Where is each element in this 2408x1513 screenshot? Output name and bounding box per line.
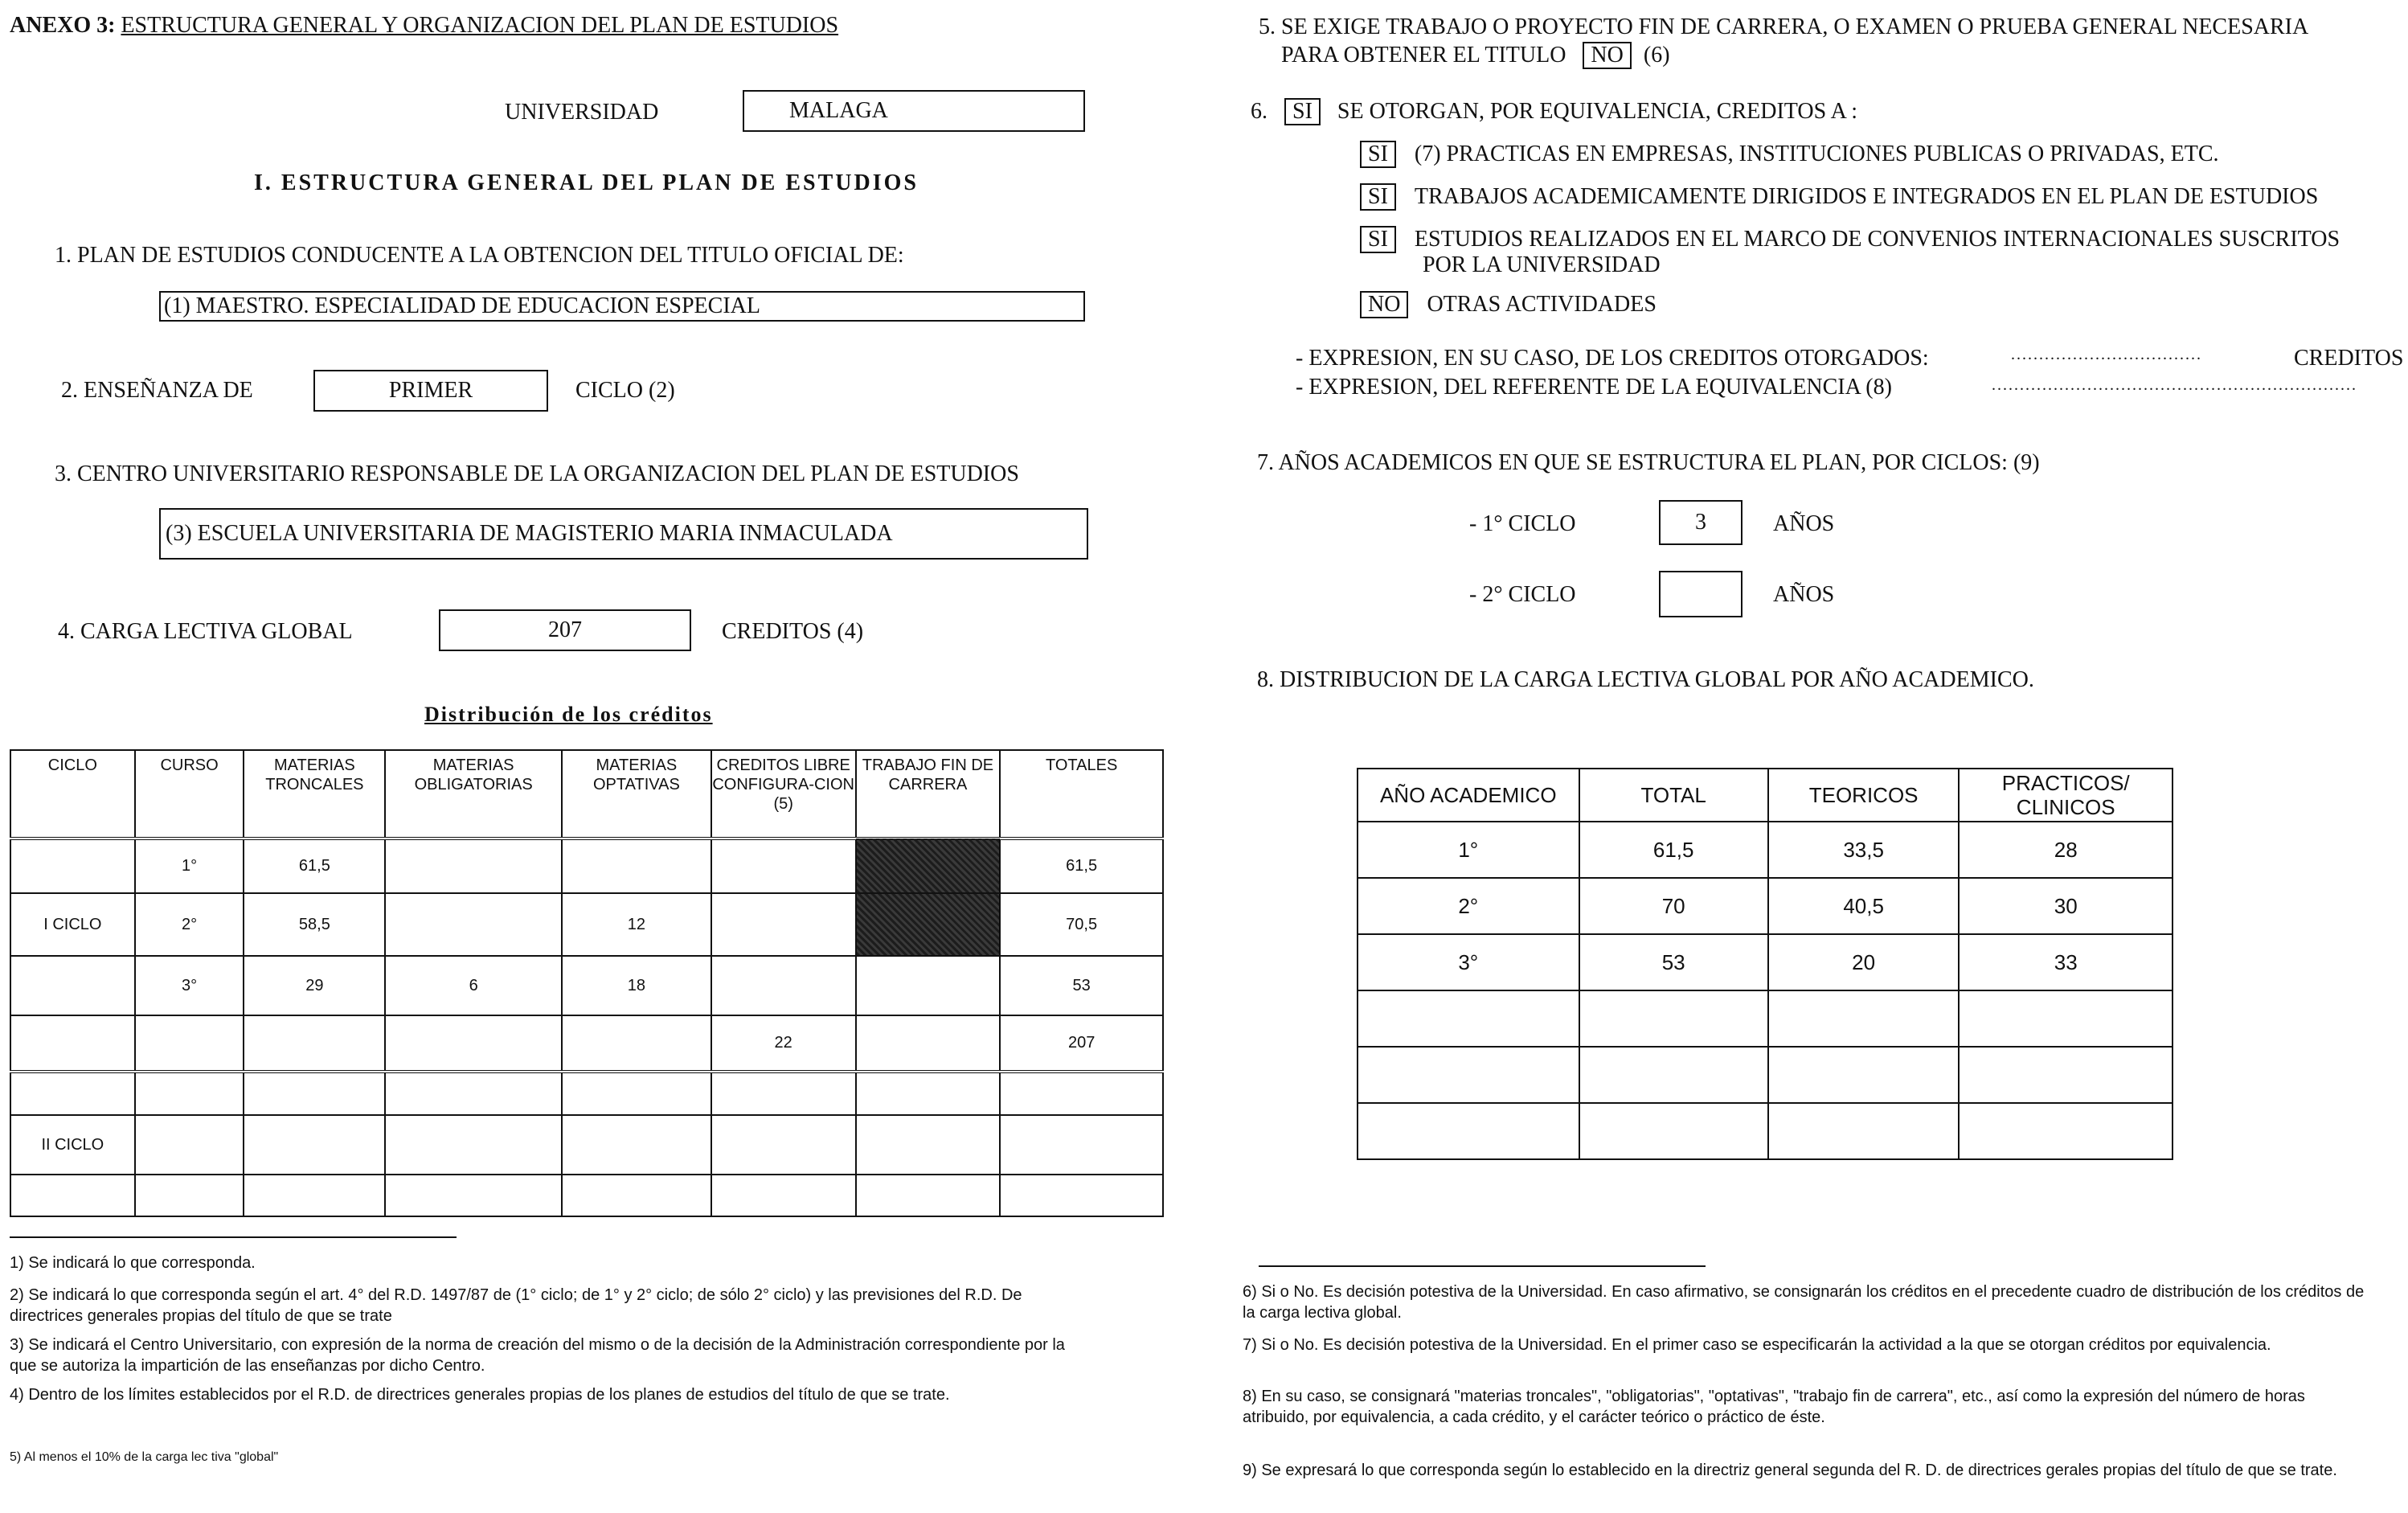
item4-suffix: CREDITOS (4) [722,619,864,644]
item7-c1-unit: AÑOS [1773,511,1835,536]
years-header-total: TOTAL [1579,769,1768,822]
table-cell: 70 [1579,878,1768,934]
anexo-label: ANEXO 3 [10,13,109,38]
footnote-7: 7) Si o No. Es decisión potestiva de la Universidad. En el primer caso se especificarán la actividad a la que se otorgan créditos por equivalencia. [1243,1336,2271,1354]
item5-line2 [1281,42,1670,69]
ciclo-1-label: I CICLO [10,893,135,956]
table-row [10,1015,1163,1072]
item7-label: 7. AÑOS ACADEMICOS EN QUE SE ESTRUCTURA EL PLAN, POR CICLOS: (9) [1257,450,2040,475]
footnote-divider-right [1259,1265,1706,1267]
universidad-value: MALAGA [789,98,888,123]
item7-c2-field [1659,571,1743,617]
table-cell: 22 [711,1015,856,1072]
item6-label: SE OTORGAN, POR EQUIVALENCIA, CREDITOS A : [1337,99,1858,124]
table-cell: 61,5 [1579,822,1768,878]
table-cell: 20 [1768,934,1960,990]
table-cell [385,839,562,893]
item7-c2-label: - 2° CICLO [1469,582,1576,607]
item1-field [159,291,1085,322]
item1-value: (1) MAESTRO. ESPECIALIDAD DE EDUCACION ESPECIAL [164,293,760,318]
table-cell [1959,1047,2173,1103]
table-cell: 53 [1000,956,1163,1015]
item6-answer: SI [1284,98,1321,125]
footnote-6: 6) Si o No. Es decisión potestiva de la Universidad. En caso afirmativo, se consignarán los créditos en el precedente cuadro de distribución de los créditos de la carga lectiva global. [1243,1283,2365,1322]
item6-option-4 [1360,291,1657,318]
table-cell [1579,1047,1768,1103]
table-cell [1579,1103,1768,1159]
table-row [1358,878,2173,934]
item5-line2-text: PARA OBTENER EL TITULO [1281,43,1566,68]
item4-field [439,609,691,651]
ciclo-2-label: II CICLO [10,1115,135,1175]
table-cell [1358,1103,1579,1159]
table-cell [1959,990,2173,1047]
dist-header-trabajo-fin: TRABAJO FIN DE CARRERA [856,750,1001,839]
table-cell [711,893,856,956]
table-cell: 28 [1959,822,2173,878]
footnote-4: 4) Dentro de los límites establecidos por el R.D. de directrices generales propias de los planes de estudios del título de que se trate. [10,1386,950,1404]
item6-expr2: - EXPRESION, DEL REFERENTE DE LA EQUIVALENCIA (8) [1296,375,1892,400]
table-cell [244,1015,385,1072]
footnote-3: 3) Se indicará el Centro Universitario, con expresión de la norma de creación del mismo o de la decisión de la Administración correspondiente por la que se autoriza la impartición de las enseñanzas por dicho Centro. [10,1336,1065,1375]
table-row [10,839,1163,893]
years-header-teoricos: TEORICOS [1768,769,1960,822]
item6-expr1: - EXPRESION, EN SU CASO, DE LOS CREDITOS OTORGADOS: [1296,346,1929,371]
table-cell: 207 [1000,1015,1163,1072]
table-cell: 2° [135,893,244,956]
item5-line1: 5. SE EXIGE TRABAJO O PROYECTO FIN DE CARRERA, O EXAMEN O PRUEBA GENERAL NECESARIA [1259,14,2309,39]
item6-expr1-dots: .................................. [2011,346,2202,363]
item5-answer: NO [1583,42,1631,69]
option-1-text: (7) PRACTICAS EN EMPRESAS, INSTITUCIONES PUBLICAS O PRIVADAS, ETC. [1414,141,2219,166]
table-cell: 53 [1579,934,1768,990]
footnote-2: 2) Se indicará lo que corresponda según el art. 4° del R.D. 1497/87 de (1° ciclo; de 1° y 2° ciclo; de sólo 2° ciclo) y las previsiones del R.D. De directrices generales propias del título de que se trate [10,1286,1022,1325]
years-header-practicos: PRACTICOS/ CLINICOS [1959,769,2173,822]
table-cell: 58,5 [244,893,385,956]
item8-label: 8. DISTRIBUCION DE LA CARGA LECTIVA GLOBAL POR AÑO ACADEMICO. [1257,667,2034,692]
item7-c1-field [1659,500,1743,545]
item4-value: 207 [548,617,582,642]
dist-header-libre-configuracion: CREDITOS LIBRE CONFIGURA-CION (5) [711,750,856,839]
table-cell: 30 [1959,878,2173,934]
item1-label: 1. PLAN DE ESTUDIOS CONDUCENTE A LA OBTENCION DEL TITULO OFICIAL DE: [55,243,904,268]
table-cell [385,893,562,956]
dist-header-troncales: MATERIAS TRONCALES [244,750,385,839]
option-2-answer: SI [1360,183,1396,211]
table-cell [385,1015,562,1072]
item6-option-2 [1360,183,2318,211]
table-row [10,893,1163,956]
table-row [1358,990,2173,1047]
table-cell [135,1015,244,1072]
table-row [1358,934,2173,990]
dist-header-totales: TOTALES [1000,750,1163,839]
footnote-9: 9) Se expresará lo que corresponda según lo establecido en la directriz general segunda del R. D. de directrices gerales propias del título de que se trate. [1243,1462,2337,1479]
credit-distribution-table [10,749,1164,1217]
item6-expr2-dots: ................................................................. [1992,376,2357,394]
anexo-heading: ANEXO 3: ESTRUCTURA GENERAL Y ORGANIZACION DEL PLAN DE ESTUDIOS [10,13,839,38]
table-row [1358,1103,2173,1159]
dist-title: Distribución de los créditos [424,703,713,726]
option-3-text: ESTUDIOS REALIZADOS EN EL MARCO DE CONVENIOS INTERNACIONALES SUSCRITOS [1414,227,2340,252]
table-cell [1959,1103,2173,1159]
table-cell: 70,5 [1000,893,1163,956]
item6-expr1-suffix: CREDITOS [2294,346,2404,371]
table-cell [1768,1047,1960,1103]
item3-label: 3. CENTRO UNIVERSITARIO RESPONSABLE DE LA ORGANIZACION DEL PLAN DE ESTUDIOS [55,461,1019,486]
item2-value: PRIMER [388,378,473,403]
item7-c1-value: 3 [1695,510,1706,535]
table-cell: 29 [244,956,385,1015]
table-cell [1768,990,1960,1047]
table-cell [711,956,856,1015]
years-header-ano: AÑO ACADEMICO [1358,769,1579,822]
dist-header-optativas: MATERIAS OPTATIVAS [562,750,711,839]
academic-year-table [1357,768,2173,1160]
footnote-divider-left [10,1236,457,1238]
item7-c2-unit: AÑOS [1773,582,1835,607]
universidad-field [743,90,1085,132]
table-row [10,1072,1163,1115]
universidad-label: UNIVERSIDAD [505,100,659,125]
option-3-text-line2: POR LA UNIVERSIDAD [1423,252,1661,277]
table-cell: 33 [1959,934,2173,990]
item3-field [159,508,1088,560]
table-cell: 12 [562,893,711,956]
table-cell: 1° [1358,822,1579,878]
table-cell [1579,990,1768,1047]
table-row [1358,1047,2173,1103]
footnote-8: 8) En su caso, se consignará "materias troncales", "obligatorias", "optativas", "trabajo fin de carrera", etc., así como la expresión del número de horas atribuido, por equivalencia, a cada crédito, y el carácter teórico o práctico de éste. [1243,1388,2305,1426]
table-cell: 61,5 [1000,839,1163,893]
option-3-answer: SI [1360,226,1396,253]
table-cell: 3° [135,956,244,1015]
table-cell [562,839,711,893]
item2-suffix: CICLO (2) [575,378,675,403]
years-header-row [1358,769,2173,822]
item6-option-3 [1360,226,2340,253]
item7-c1-label: - 1° CICLO [1469,511,1576,536]
table-cell [1768,1103,1960,1159]
table-row [10,1175,1163,1216]
item4-label: 4. CARGA LECTIVA GLOBAL [58,619,353,644]
footnote-1: 1) Se indicará lo que corresponda. [10,1254,256,1272]
shaded-cell [856,839,1001,893]
option-4-answer: NO [1360,291,1408,318]
item6-number: 6. [1251,99,1267,124]
table-row [1358,822,2173,878]
option-4-text: OTRAS ACTIVIDADES [1427,292,1657,317]
dist-header-ciclo: CICLO [10,750,135,839]
table-cell: 61,5 [244,839,385,893]
table-cell [1358,990,1579,1047]
table-row [10,956,1163,1015]
table-cell [1358,1047,1579,1103]
table-row [10,1115,1163,1175]
item2-label: 2. ENSEÑANZA DE [61,378,253,403]
table-cell: 2° [1358,878,1579,934]
table-cell: 18 [562,956,711,1015]
table-cell: 40,5 [1768,878,1960,934]
table-cell [711,839,856,893]
dist-header-curso: CURSO [135,750,244,839]
anexo-title: ESTRUCTURA GENERAL Y ORGANIZACION DEL PLAN DE ESTUDIOS [121,13,839,38]
dist-header-row [10,750,1163,839]
footnote-5: 5) Al menos el 10% de la carga lec tiva "global" [10,1450,279,1464]
option-1-answer: SI [1360,141,1396,168]
item2-field [313,370,548,412]
option-2-text: TRABAJOS ACADEMICAMENTE DIRIGIDOS E INTEGRADOS EN EL PLAN DE ESTUDIOS [1414,184,2319,209]
section-title: I. ESTRUCTURA GENERAL DEL PLAN DE ESTUDIOS [254,170,919,195]
table-cell: 6 [385,956,562,1015]
shaded-cell [856,893,1001,956]
item3-value: (3) ESCUELA UNIVERSITARIA DE MAGISTERIO MARIA INMACULADA [166,521,893,546]
item5-note: (6) [1643,43,1670,68]
item6-line [1251,98,1857,125]
table-cell: 1° [135,839,244,893]
table-cell: 3° [1358,934,1579,990]
dist-header-obligatorias: MATERIAS OBLIGATORIAS [385,750,562,839]
item6-option-1 [1360,141,2219,168]
table-cell: 33,5 [1768,822,1960,878]
table-cell [562,1015,711,1072]
